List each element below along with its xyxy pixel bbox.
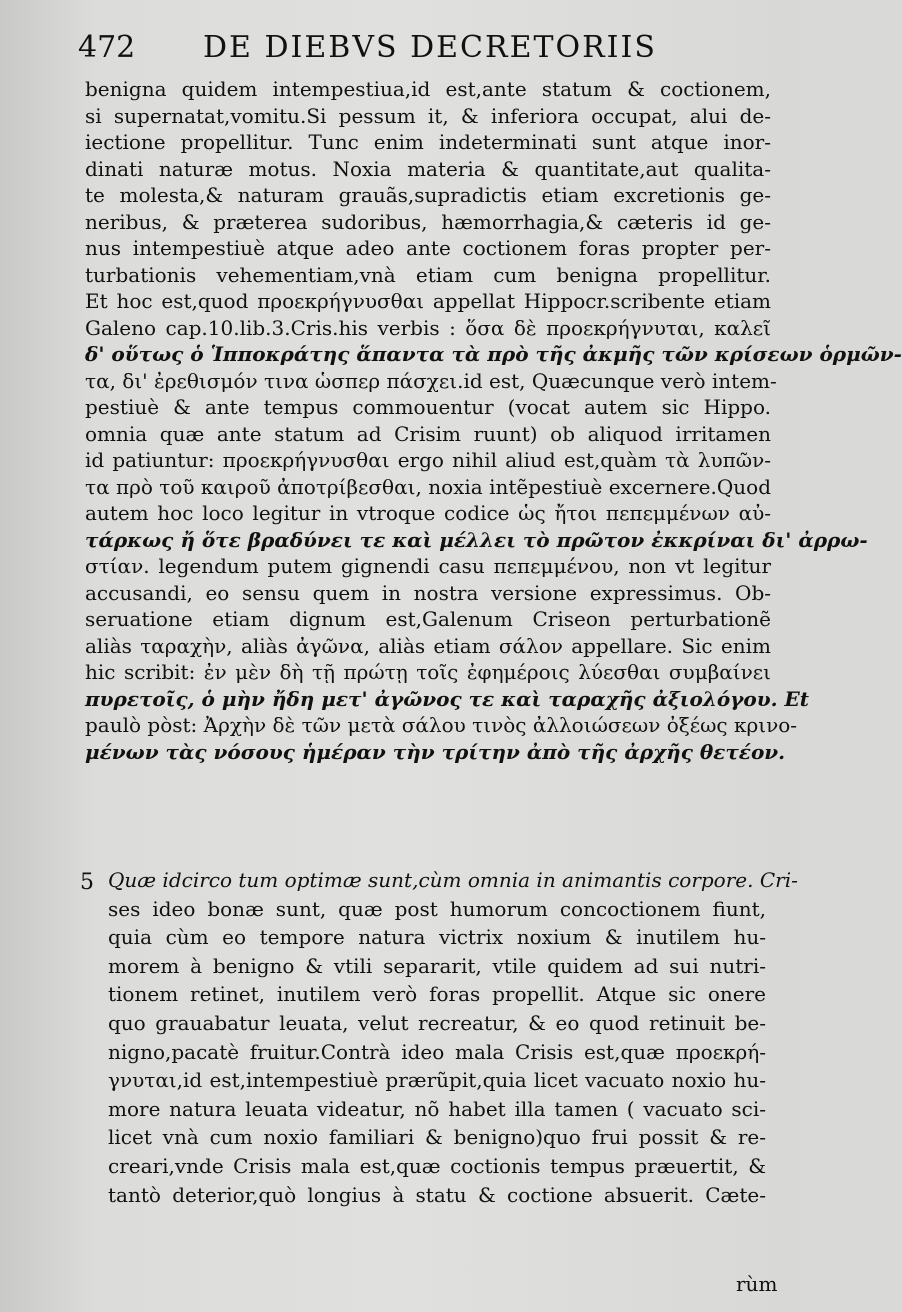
body-line: iectione propellitur. Tunc enim indeterminati sunt atque inor- — [85, 130, 771, 154]
body-line: dinati naturæ motus. Noxia materia & quantitate,aut qualita- — [85, 156, 771, 181]
body-line: πυρετοῖς, ὁ μὴν ἤδη μετ' ἀγῶνος τε καὶ ταραχῆς ἀξιολόγου. Et — [85, 686, 810, 711]
main-text-block — [85, 76, 902, 765]
section-line: nigno,pacatè fruitur.Contrà ideo mala Crisis est,quæ προεκρή- — [108, 1039, 766, 1064]
body-line: turbationis vehementiam,vnà etiam cum benigna propellitur. — [85, 262, 771, 287]
section-line: licet vnà cum noxio familiari & benigno)quo frui possit & re- — [108, 1125, 766, 1150]
body-line: neribus, & præterea sudoribus, hæmorrhagia,& cæteris id ge- — [85, 209, 771, 234]
body-line: aliàs ταραχὴν, aliàs ἀγῶνα, aliàs etiam σάλον appellare. Sic enim — [85, 633, 771, 658]
section-line: Quæ idcirco tum optimæ sunt,cùm omnia in animantis corpore. Cri- — [108, 868, 798, 892]
body-line: hic scribit: ἐν μὲν δὴ τῇ πρώτῃ τοῖς ἐφημέροις λύεσθαι συμβαίνει — [85, 660, 771, 684]
body-line: te molesta,& naturam grauãs,supradictis etiam excretionis ge- — [85, 183, 771, 207]
body-line: omnia quæ ante statum ad Crisim ruunt) ob aliquod irritamen — [85, 421, 771, 446]
body-line: pestiuè & ante tempus commouentur (vocat autem sic Hippo. — [85, 395, 771, 419]
section-line: more natura leuata videatur, nõ habet illa tamen ( vacuato sci- — [108, 1096, 766, 1121]
body-line: δ' οὕτως ὁ Ἱπποκράτης ἅπαντα τὰ πρὸ τῆς ἀκμῆς τῶν κρίσεων ὁρμῶν- — [85, 342, 902, 366]
section-line: quia cùm eo tempore natura victrix noxium & inutilem hu- — [108, 925, 766, 950]
section-line: morem à benigno & vtili separarit, vtile quidem ad sui nutri- — [108, 953, 766, 978]
page-number: 472 — [78, 30, 136, 65]
body-line: Galeno cap.10.lib.3.Cris.his verbis : ὅσα δὲ προεκρήγνυται, καλεῖ — [85, 315, 771, 340]
body-line: autem hoc loco legitur in vtroque codice ὡς ἤτοι πεπεμμένων αὐ- — [85, 501, 771, 525]
body-line: paulò pòst: Ἀρχὴν δὲ τῶν μετὰ σάλου τινὸς ἀλλοιώσεων ὀξέως κρινο- — [85, 713, 798, 737]
body-line: Et hoc est,quod προεκρήγνυσθαι appellat Hippocr.scribente etiam — [85, 289, 771, 313]
body-line: id patiuntur: προεκρήγνυσθαι ergo nihil aliud est,quàm τὰ λυπῶν- — [85, 448, 771, 472]
section-line: ses ideo bonæ sunt, quæ post humorum concoctionem fiunt, — [108, 896, 766, 921]
page-header — [78, 30, 718, 76]
body-line: accusandi, eo sensu quem in nostra versione expressimus. Ob- — [85, 580, 771, 605]
section-number: 5 — [80, 870, 94, 895]
catchword: rùm — [736, 1272, 778, 1296]
body-line: benigna quidem intempestiua,id est,ante statum & coctionem, — [85, 77, 771, 101]
body-line: τα πρὸ τοῦ καιροῦ ἀποτρίβεσθαι, noxia intẽpestiuè excernere.Quod — [85, 474, 771, 499]
section-line: creari,vnde Crisis mala est,quæ coctionis tempus præuertit, & — [108, 1153, 766, 1178]
body-line: nus intempestiuè atque adeo ante coctionem foras propter per- — [85, 236, 771, 260]
section-line: tantò deterior,quò longius à statu & coctione absuerit. Cæte- — [108, 1182, 766, 1207]
section-line: quo grauabatur leuata, velut recreatur, & eo quod retinuit be- — [108, 1010, 766, 1035]
section-line: tionem retinet, inutilem verò foras propellit. Atque sic onere — [108, 982, 766, 1007]
body-line: τάρκως ἤ ὅτε βραδύνει τε καὶ μέλλει τὸ πρῶτον ἐκκρίναι δι' ἀρρω- — [85, 527, 868, 552]
body-line: στίαν. legendum putem gignendi casu πεπεμμένου, non vt legitur — [85, 554, 771, 578]
body-line: τα, δι' ἐρεθισμόν τινα ὡσπερ πάσχει.id est, Quæcunque verò intem- — [85, 368, 777, 393]
body-line: si supernatat,vomitu.Si pessum it, & inferiora occupat, alui de- — [85, 103, 771, 128]
section-text-block — [108, 866, 798, 1209]
body-line: seruatione etiam dignum est,Galenum Criseon perturbationẽ — [85, 607, 771, 631]
body-line: μένων τὰς νόσους ἡμέραν τὴν τρίτην ἀπὸ τῆς ἀρχῆς θετέον. — [85, 739, 786, 764]
section-line: γνυται,id est,intempestiuè prærũpit,quia licet vacuato noxio hu- — [108, 1068, 766, 1093]
running-head: DE DIEBVS DECRETORIIS — [203, 30, 657, 65]
